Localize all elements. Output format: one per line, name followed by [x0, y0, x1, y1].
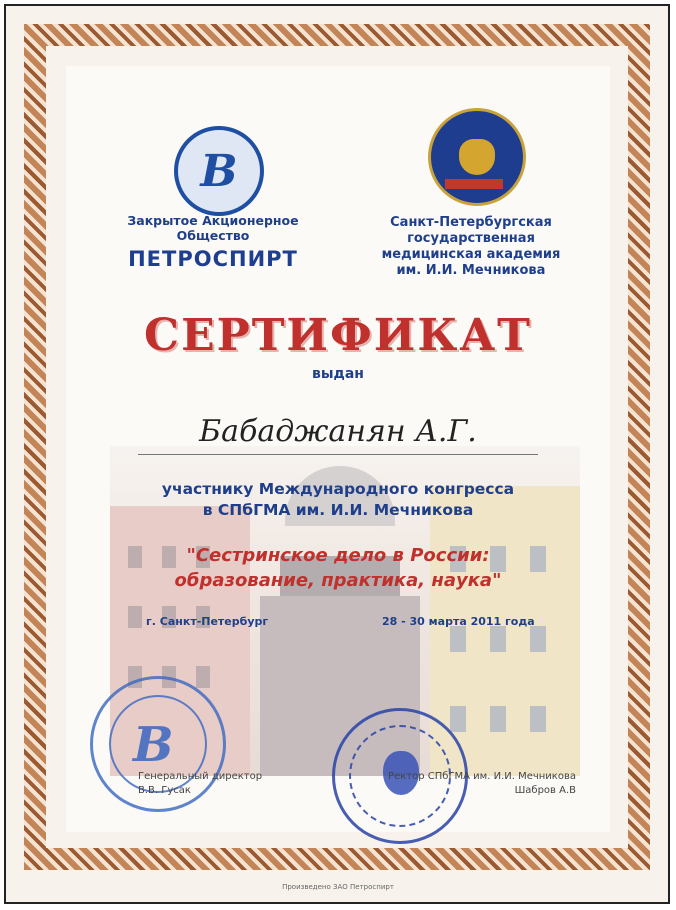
role-line1: участнику Международного конгресса: [161, 480, 515, 498]
right-signature-name: Шабров А.В: [514, 785, 576, 796]
left-signature-name: В.В. Гусак: [138, 785, 191, 796]
left-signature-title: Генеральный директор: [138, 771, 263, 782]
theme-line2: образование, практика, наука": [174, 570, 502, 591]
org-left-line2: Общество: [176, 228, 250, 243]
org-right-line2: государственная: [407, 231, 535, 246]
recipient-name: Бабаджанян А.Г.: [199, 414, 477, 449]
certificate-title: СЕРТИФИКАТ: [144, 310, 532, 361]
org-right-line4: им. И.И. Мечникова: [396, 263, 546, 278]
issued-label: выдан: [312, 366, 364, 382]
footer-note: Произведено ЗАО Петроспирт: [282, 883, 394, 891]
role-line2: в СПбГМА им. И.И. Мечникова: [202, 501, 474, 519]
eagle-icon: [459, 139, 495, 175]
petrospirt-logo: B: [174, 126, 264, 216]
right-signature: [376, 770, 576, 798]
org-left-name: ПЕТРОСПИРТ: [128, 247, 298, 271]
right-organization: [356, 215, 586, 279]
org-right-line3: медицинская академия: [381, 247, 561, 262]
org-right-line1: Санкт-Петербургская: [390, 215, 552, 230]
left-organization: [108, 213, 318, 271]
event-dates: 28 - 30 марта 2011 года: [382, 615, 535, 628]
left-signature: [138, 770, 262, 798]
congress-theme: [0, 543, 676, 593]
academy-emblem: [428, 108, 526, 206]
event-place: г. Санкт-Петербург: [146, 615, 269, 628]
recipient-underline: [138, 454, 538, 455]
company-stamp: B: [90, 676, 226, 812]
org-left-line1: Закрытое Акционерное: [127, 213, 299, 228]
right-signature-title: Ректор СПбГМА им. И.И. Мечникова: [388, 771, 576, 782]
theme-line1: "Сестринское дело в России:: [186, 545, 490, 566]
participant-role: [0, 479, 676, 521]
